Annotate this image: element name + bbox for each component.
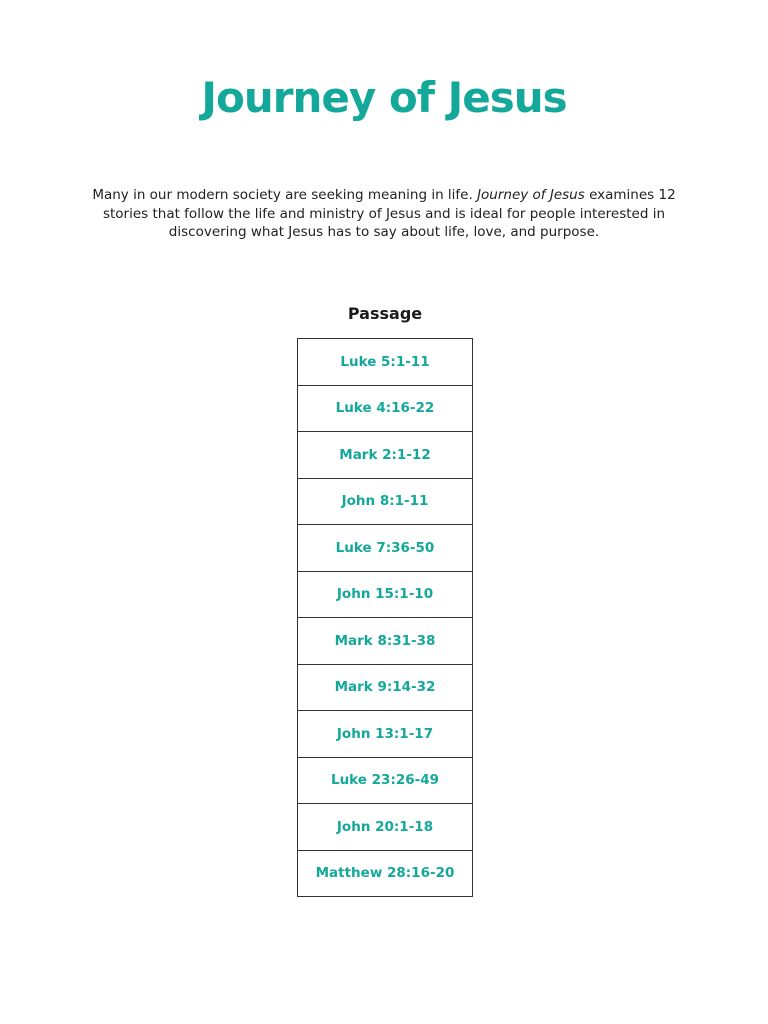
table-row [298, 525, 473, 572]
passage-cell: Luke 5:1-11 [298, 339, 473, 386]
table-row [298, 339, 473, 386]
intro-text-start: Many in our modern society are seeking meaning in life. [92, 187, 478, 203]
passage-table [297, 338, 473, 897]
passage-cell: Matthew 28:16-20 [298, 850, 473, 897]
passage-cell: Mark 9:14-32 [298, 664, 473, 711]
table-row [298, 757, 473, 804]
passage-cell: Luke 23:26-49 [298, 757, 473, 804]
passage-cell: John 8:1-11 [298, 478, 473, 525]
table-row [298, 478, 473, 525]
table-row [298, 850, 473, 897]
passage-cell: John 15:1-10 [298, 571, 473, 618]
passage-cell: Mark 8:31-38 [298, 618, 473, 665]
page-title: Journey of Jesus [201, 73, 567, 122]
passage-cell: John 13:1-17 [298, 711, 473, 758]
intro-book-title: Journey of Jesus [477, 187, 585, 203]
table-row [298, 664, 473, 711]
passage-column-header: Passage [347, 304, 423, 323]
passage-cell: Mark 2:1-12 [298, 432, 473, 479]
passage-cell: John 20:1-18 [298, 804, 473, 851]
table-row [298, 804, 473, 851]
passage-cell: Luke 7:36-50 [298, 525, 473, 572]
passage-cell: Luke 4:16-22 [298, 385, 473, 432]
table-row [298, 618, 473, 665]
intro-paragraph [74, 186, 694, 242]
table-row [298, 711, 473, 758]
table-row [298, 385, 473, 432]
intro-text-end: examines 12 stories that follow the life and ministry of Jesus and is ideal for people interested in discovering what Jesus has to say about life, love, and purpose. [102, 187, 676, 241]
table-row [298, 571, 473, 618]
table-row [298, 432, 473, 479]
